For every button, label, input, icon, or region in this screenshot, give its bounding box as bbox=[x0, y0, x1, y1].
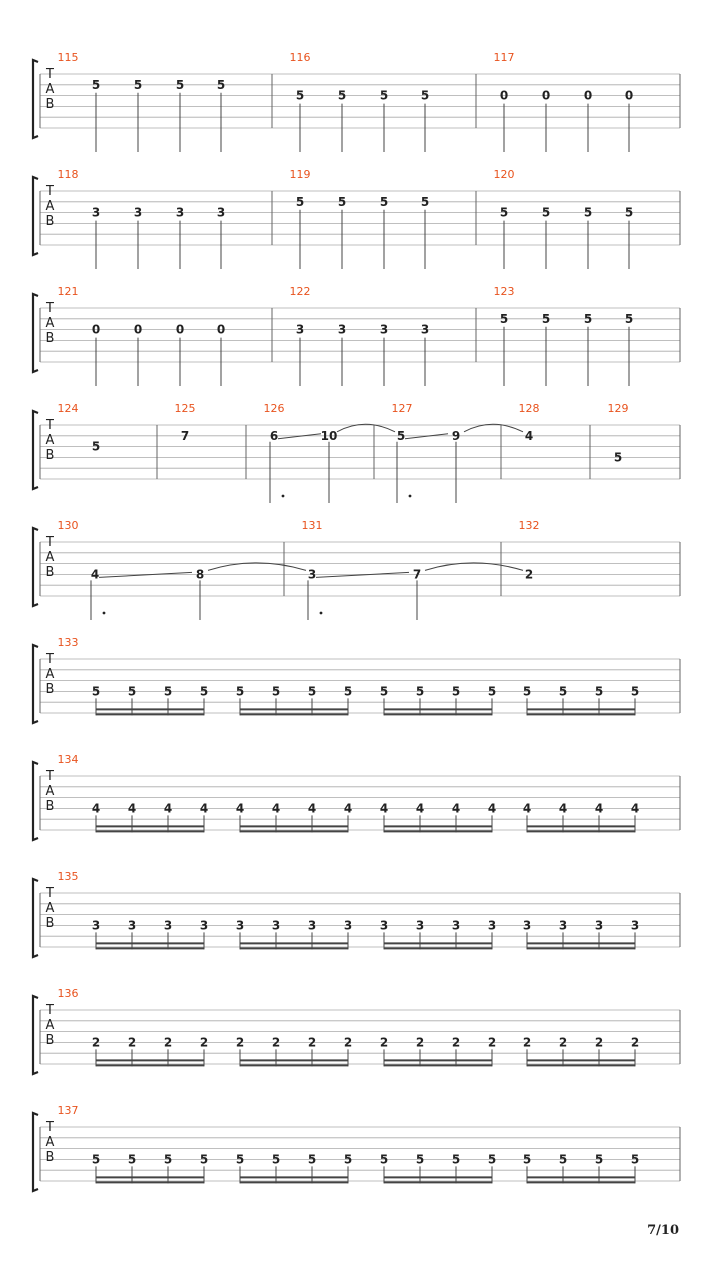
fret-number: 2 bbox=[594, 1035, 604, 1050]
measure-number: 120 bbox=[493, 168, 515, 181]
fret-number: 3 bbox=[451, 918, 461, 933]
fret-number: 3 bbox=[337, 322, 347, 337]
fret-number: 3 bbox=[415, 918, 425, 933]
system-bracket bbox=[33, 177, 38, 255]
fret-number: 5 bbox=[487, 1152, 497, 1167]
tab-clef-letter: B bbox=[45, 331, 55, 346]
fret-number: 4 bbox=[594, 801, 604, 816]
fret-number: 5 bbox=[420, 194, 430, 209]
tab-system bbox=[33, 285, 680, 386]
fret-number: 3 bbox=[127, 918, 137, 933]
fret-number: 4 bbox=[90, 567, 100, 582]
rhythm-dot bbox=[282, 495, 285, 498]
fret-number: 5 bbox=[295, 88, 305, 103]
fret-number: 6 bbox=[269, 428, 279, 443]
tab-clef-letter: B bbox=[45, 1033, 55, 1048]
fret-number: 5 bbox=[199, 1152, 209, 1167]
fret-number: 5 bbox=[594, 1152, 604, 1167]
fret-number: 0 bbox=[624, 88, 634, 103]
fret-number: 3 bbox=[295, 322, 305, 337]
fret-number: 2 bbox=[163, 1035, 173, 1050]
fret-number: 2 bbox=[451, 1035, 461, 1050]
fret-number: 3 bbox=[91, 918, 101, 933]
system-bracket bbox=[33, 528, 38, 606]
fret-number: 4 bbox=[235, 801, 245, 816]
fret-number: 3 bbox=[343, 918, 353, 933]
fret-number: 0 bbox=[175, 322, 185, 337]
fret-number: 5 bbox=[163, 684, 173, 699]
tab-clef-letter: T bbox=[46, 652, 54, 667]
tie-arc bbox=[337, 424, 395, 432]
fret-number: 3 bbox=[307, 918, 317, 933]
fret-number: 0 bbox=[499, 88, 509, 103]
tab-clef-letter: T bbox=[46, 1120, 54, 1135]
fret-number: 4 bbox=[487, 801, 497, 816]
tab-clef-letter: B bbox=[45, 214, 55, 229]
fret-number: 3 bbox=[199, 918, 209, 933]
fret-number: 10 bbox=[320, 428, 338, 443]
fret-number: 5 bbox=[396, 428, 406, 443]
fret-number: 5 bbox=[271, 1152, 281, 1167]
tie-arc bbox=[425, 563, 523, 571]
fret-number: 3 bbox=[594, 918, 604, 933]
fret-number: 2 bbox=[522, 1035, 532, 1050]
fret-number: 2 bbox=[127, 1035, 137, 1050]
tab-clef-letter: A bbox=[45, 550, 55, 565]
slide-line bbox=[278, 434, 321, 439]
measure-number: 137 bbox=[57, 1104, 79, 1117]
fret-number: 5 bbox=[337, 194, 347, 209]
fret-number: 3 bbox=[379, 322, 389, 337]
tab-clef-letter: A bbox=[45, 1018, 55, 1033]
fret-number: 5 bbox=[91, 77, 101, 92]
fret-number: 5 bbox=[127, 684, 137, 699]
fret-number: 4 bbox=[91, 801, 101, 816]
fret-number: 5 bbox=[624, 311, 634, 326]
tab-clef-letter: B bbox=[45, 448, 55, 463]
fret-number: 0 bbox=[216, 322, 226, 337]
fret-number: 5 bbox=[630, 684, 640, 699]
measure-number: 129 bbox=[607, 402, 629, 415]
fret-number: 0 bbox=[133, 322, 143, 337]
fret-number: 5 bbox=[379, 88, 389, 103]
measure-number: 130 bbox=[57, 519, 79, 532]
fret-number: 5 bbox=[91, 684, 101, 699]
measure-number: 128 bbox=[518, 402, 540, 415]
tab-system bbox=[33, 402, 680, 503]
fret-number: 4 bbox=[415, 801, 425, 816]
fret-number: 3 bbox=[235, 918, 245, 933]
tab-clef-letter: B bbox=[45, 916, 55, 931]
fret-number: 5 bbox=[415, 684, 425, 699]
fret-number: 4 bbox=[343, 801, 353, 816]
fret-number: 3 bbox=[630, 918, 640, 933]
system-bracket bbox=[33, 762, 38, 840]
fret-number: 5 bbox=[558, 1152, 568, 1167]
measure-number: 134 bbox=[57, 753, 79, 766]
fret-number: 4 bbox=[522, 801, 532, 816]
fret-number: 3 bbox=[91, 205, 101, 220]
tab-clef-letter: T bbox=[46, 67, 54, 82]
fret-number: 5 bbox=[271, 684, 281, 699]
measure-number: 132 bbox=[518, 519, 540, 532]
fret-number: 5 bbox=[127, 1152, 137, 1167]
fret-number: 4 bbox=[199, 801, 209, 816]
tab-clef-letter: A bbox=[45, 1135, 55, 1150]
fret-number: 2 bbox=[487, 1035, 497, 1050]
fret-number: 5 bbox=[235, 684, 245, 699]
fret-number: 5 bbox=[451, 684, 461, 699]
fret-number: 5 bbox=[487, 684, 497, 699]
fret-number: 5 bbox=[415, 1152, 425, 1167]
fret-number: 3 bbox=[307, 567, 317, 582]
tab-system bbox=[33, 1104, 680, 1191]
fret-number: 2 bbox=[524, 567, 534, 582]
fret-number: 2 bbox=[199, 1035, 209, 1050]
tab-clef-letter: A bbox=[45, 901, 55, 916]
fret-number: 5 bbox=[337, 88, 347, 103]
measure-number: 122 bbox=[289, 285, 311, 298]
fret-number: 5 bbox=[558, 684, 568, 699]
tab-clef-letter: B bbox=[45, 682, 55, 697]
fret-number: 2 bbox=[379, 1035, 389, 1050]
fret-number: 5 bbox=[343, 1152, 353, 1167]
tab-system bbox=[33, 636, 680, 723]
measure-number: 126 bbox=[263, 402, 285, 415]
fret-number: 4 bbox=[379, 801, 389, 816]
tie-arc bbox=[464, 424, 523, 432]
measure-number: 118 bbox=[57, 168, 79, 181]
tab-system bbox=[33, 168, 680, 269]
system-bracket bbox=[33, 411, 38, 489]
fret-number: 4 bbox=[127, 801, 137, 816]
tab-clef-letter: B bbox=[45, 799, 55, 814]
measure-number: 119 bbox=[289, 168, 311, 181]
fret-number: 5 bbox=[379, 684, 389, 699]
fret-number: 2 bbox=[271, 1035, 281, 1050]
fret-number: 7 bbox=[412, 567, 422, 582]
system-bracket bbox=[33, 1113, 38, 1191]
measure-number: 115 bbox=[57, 51, 79, 64]
system-bracket bbox=[33, 294, 38, 372]
fret-number: 5 bbox=[307, 1152, 317, 1167]
tab-system bbox=[33, 987, 680, 1074]
fret-number: 5 bbox=[451, 1152, 461, 1167]
fret-number: 4 bbox=[271, 801, 281, 816]
fret-number: 5 bbox=[522, 684, 532, 699]
fret-number: 3 bbox=[420, 322, 430, 337]
fret-number: 3 bbox=[271, 918, 281, 933]
fret-number: 3 bbox=[379, 918, 389, 933]
tab-clef-letter: T bbox=[46, 418, 54, 433]
fret-number: 4 bbox=[163, 801, 173, 816]
fret-number: 2 bbox=[307, 1035, 317, 1050]
tab-clef-letter: T bbox=[46, 184, 54, 199]
slide-line bbox=[99, 572, 192, 577]
fret-number: 5 bbox=[216, 77, 226, 92]
measure-number: 117 bbox=[493, 51, 515, 64]
fret-number: 4 bbox=[630, 801, 640, 816]
fret-number: 5 bbox=[343, 684, 353, 699]
fret-number: 4 bbox=[524, 428, 534, 443]
measure-number: 136 bbox=[57, 987, 79, 1000]
slide-line bbox=[316, 572, 409, 577]
measure-number: 127 bbox=[391, 402, 413, 415]
measure-number: 124 bbox=[57, 402, 79, 415]
rhythm-dot bbox=[103, 612, 106, 615]
fret-number: 5 bbox=[91, 1152, 101, 1167]
fret-number: 3 bbox=[133, 205, 143, 220]
fret-number: 5 bbox=[583, 311, 593, 326]
fret-number: 5 bbox=[499, 311, 509, 326]
fret-number: 4 bbox=[451, 801, 461, 816]
tab-clef-letter: B bbox=[45, 97, 55, 112]
fret-number: 7 bbox=[180, 428, 190, 443]
system-bracket bbox=[33, 996, 38, 1074]
fret-number: 5 bbox=[307, 684, 317, 699]
rhythm-dot bbox=[409, 495, 412, 498]
page-number-label: 7/10 bbox=[647, 1223, 679, 1238]
fret-number: 0 bbox=[91, 322, 101, 337]
system-bracket bbox=[33, 879, 38, 957]
tab-clef-letter: T bbox=[46, 886, 54, 901]
measure-number: 123 bbox=[493, 285, 515, 298]
fret-number: 8 bbox=[195, 567, 205, 582]
fret-number: 3 bbox=[558, 918, 568, 933]
fret-number: 4 bbox=[558, 801, 568, 816]
fret-number: 2 bbox=[235, 1035, 245, 1050]
tab-clef-letter: A bbox=[45, 82, 55, 97]
fret-number: 5 bbox=[235, 1152, 245, 1167]
tab-system bbox=[33, 753, 680, 840]
fret-number: 5 bbox=[420, 88, 430, 103]
measure-number: 121 bbox=[57, 285, 79, 298]
tab-clef-letter: A bbox=[45, 199, 55, 214]
fret-number: 5 bbox=[522, 1152, 532, 1167]
fret-number: 5 bbox=[175, 77, 185, 92]
fret-number: 5 bbox=[613, 450, 623, 465]
fret-number: 3 bbox=[163, 918, 173, 933]
fret-number: 5 bbox=[499, 205, 509, 220]
tab-clef-letter: B bbox=[45, 565, 55, 580]
tab-clef-letter: B bbox=[45, 1150, 55, 1165]
fret-number: 2 bbox=[558, 1035, 568, 1050]
tab-clef-letter: A bbox=[45, 784, 55, 799]
fret-number: 9 bbox=[451, 428, 461, 443]
fret-number: 5 bbox=[379, 1152, 389, 1167]
measure-number: 131 bbox=[301, 519, 323, 532]
fret-number: 5 bbox=[163, 1152, 173, 1167]
fret-number: 2 bbox=[630, 1035, 640, 1050]
system-bracket bbox=[33, 60, 38, 138]
fret-number: 5 bbox=[91, 439, 101, 454]
measure-number: 133 bbox=[57, 636, 79, 649]
fret-number: 2 bbox=[415, 1035, 425, 1050]
fret-number: 3 bbox=[175, 205, 185, 220]
tab-clef-letter: T bbox=[46, 535, 54, 550]
fret-number: 5 bbox=[541, 311, 551, 326]
fret-number: 3 bbox=[487, 918, 497, 933]
measure-number: 135 bbox=[57, 870, 79, 883]
tab-system bbox=[33, 519, 680, 620]
fret-number: 3 bbox=[216, 205, 226, 220]
fret-number: 4 bbox=[307, 801, 317, 816]
tab-clef-letter: T bbox=[46, 1003, 54, 1018]
fret-number: 5 bbox=[583, 205, 593, 220]
fret-number: 5 bbox=[379, 194, 389, 209]
system-bracket bbox=[33, 645, 38, 723]
fret-number: 0 bbox=[583, 88, 593, 103]
fret-number: 5 bbox=[624, 205, 634, 220]
fret-number: 2 bbox=[343, 1035, 353, 1050]
fret-number: 5 bbox=[630, 1152, 640, 1167]
fret-number: 0 bbox=[541, 88, 551, 103]
fret-number: 5 bbox=[133, 77, 143, 92]
fret-number: 2 bbox=[91, 1035, 101, 1050]
tab-clef-letter: T bbox=[46, 769, 54, 784]
fret-number: 5 bbox=[541, 205, 551, 220]
slide-line bbox=[405, 434, 448, 439]
tie-arc bbox=[208, 563, 306, 571]
tab-clef-letter: A bbox=[45, 433, 55, 448]
fret-number: 3 bbox=[522, 918, 532, 933]
rhythm-dot bbox=[320, 612, 323, 615]
tab-clef-letter: A bbox=[45, 667, 55, 682]
fret-number: 5 bbox=[594, 684, 604, 699]
tab-clef-letter: T bbox=[46, 301, 54, 316]
tab-system bbox=[33, 51, 680, 152]
tab-clef-letter: A bbox=[45, 316, 55, 331]
measure-number: 125 bbox=[174, 402, 196, 415]
fret-number: 5 bbox=[199, 684, 209, 699]
fret-number: 5 bbox=[295, 194, 305, 209]
tab-system bbox=[33, 870, 680, 957]
measure-number: 116 bbox=[289, 51, 311, 64]
